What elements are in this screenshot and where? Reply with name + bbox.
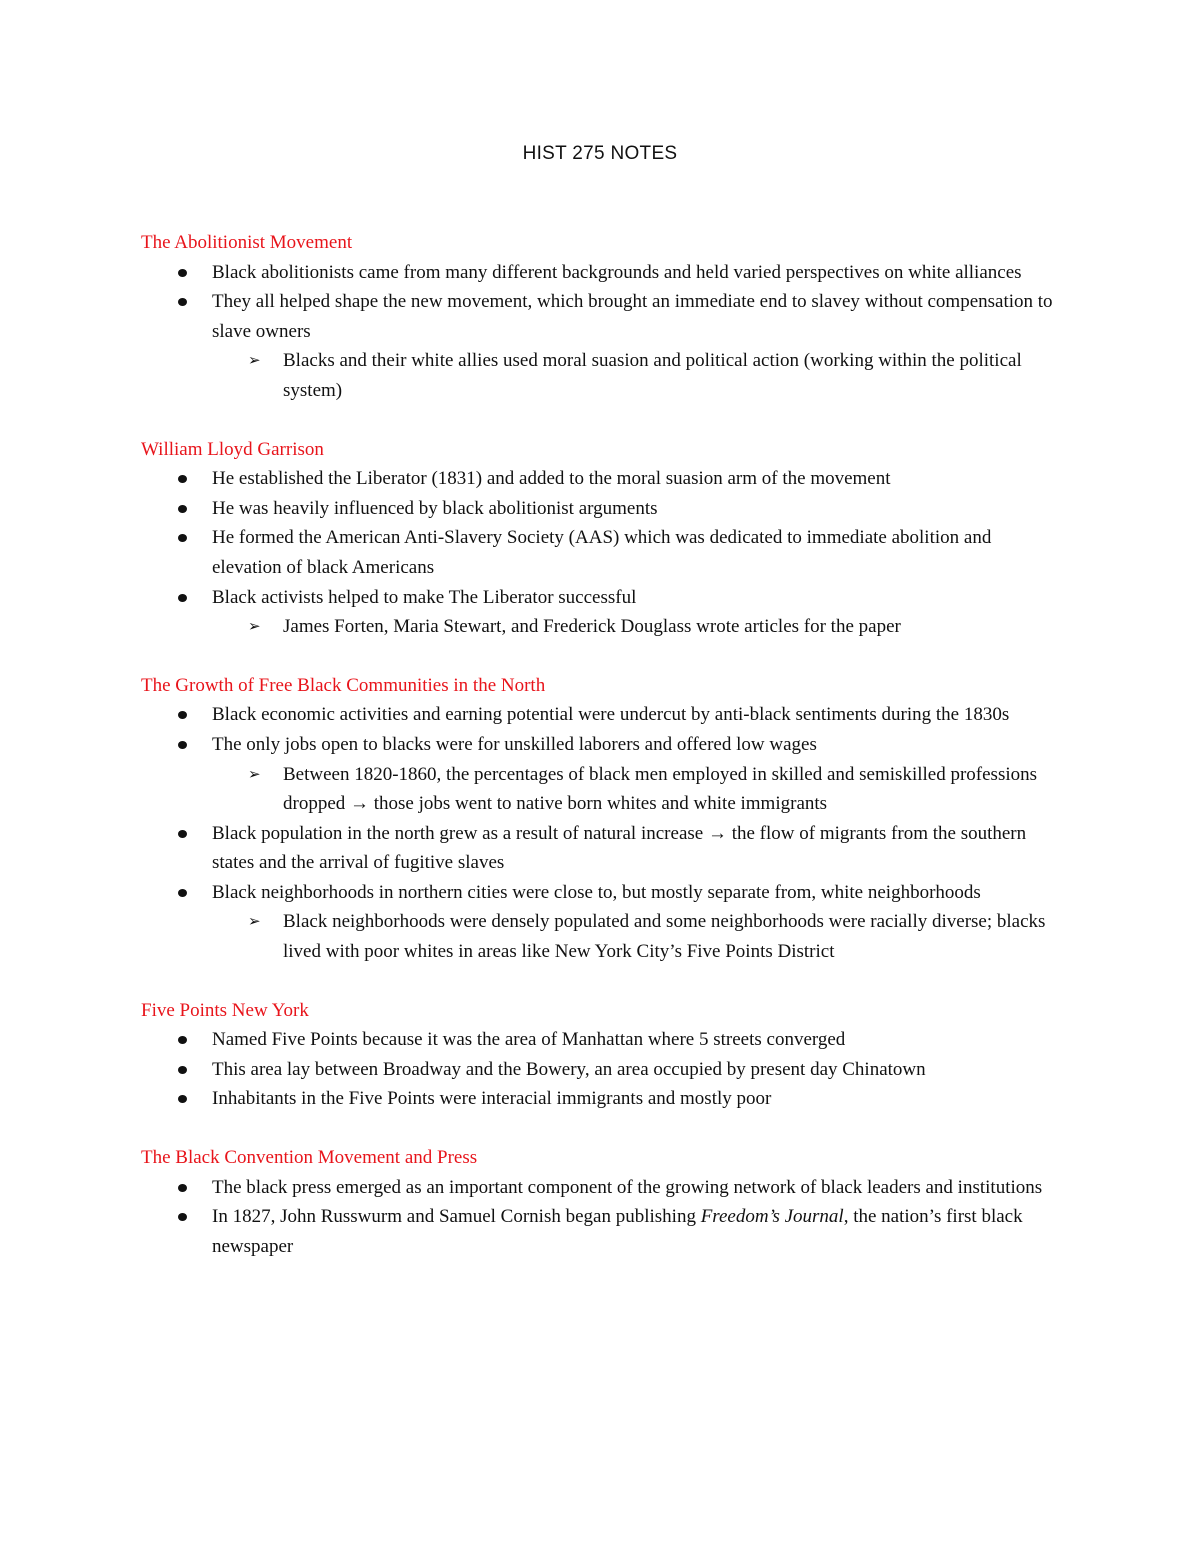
list-item	[141, 583, 1061, 642]
bullet-icon	[178, 1066, 187, 1074]
list-item	[141, 1025, 1061, 1055]
bullet-list	[141, 464, 1061, 642]
bullet-icon	[178, 475, 187, 483]
list-item-text: Black activists helped to make The Liberator successful	[212, 586, 637, 608]
list-item	[141, 730, 1061, 819]
newspaper-title: Freedom’s Journal	[700, 1206, 844, 1228]
list-item-text: The only jobs open to blacks were for unskilled laborers and offered low wages	[212, 733, 817, 755]
list-item-text: He formed the American Anti-Slavery Society (AAS) which was dedicated to immediate abolition and elevation of black Americans	[212, 527, 992, 578]
list-item-text: He was heavily influenced by black abolitionist arguments	[212, 497, 658, 519]
section-heading: The Growth of Free Black Communities in the North	[141, 674, 546, 696]
list-item-text: Inhabitants in the Five Points were interacial immigrants and mostly poor	[212, 1088, 772, 1110]
sub-list	[212, 612, 1061, 642]
bullet-icon	[178, 298, 187, 306]
arrowhead-bullet-icon: ➢	[248, 617, 261, 636]
section-black-convention-movement	[141, 1143, 1061, 1261]
sub-list-item-text: Black neighborhoods were densely populated and some neighborhoods were racially diverse; blacks lived with poor whites in areas like New York City’s Five Points District	[283, 911, 1046, 963]
list-item	[141, 494, 1061, 524]
list-item-text-before: In 1827, John Russwurm and Samuel Cornish began publishing	[212, 1206, 701, 1228]
list-item-text: Black economic activities and earning potential were undercut by anti-black sentiments during the 1830s	[212, 704, 1010, 726]
list-item	[141, 1084, 1061, 1114]
bullet-icon	[178, 1184, 187, 1192]
list-item-text: He established the Liberator (1831) and added to the moral suasion arm of the movement	[212, 468, 891, 490]
list-item-text: The black press emerged as an important component of the growing network of black leaders and institutions	[212, 1176, 1043, 1198]
notes-content	[141, 228, 1061, 1290]
section-abolitionist-movement	[141, 228, 1061, 406]
bullet-list	[141, 1025, 1061, 1114]
bullet-list	[141, 258, 1061, 406]
bullet-list	[141, 1173, 1061, 1262]
arrowhead-bullet-icon: ➢	[248, 351, 261, 370]
section-heading: Five Points New York	[141, 999, 309, 1021]
bullet-icon	[178, 1036, 187, 1044]
section-free-black-communities	[141, 671, 1061, 967]
list-item-text-after: , the nation’s first black newspaper	[212, 1206, 1023, 1257]
bullet-icon	[178, 1213, 187, 1221]
sub-list-item-text: James Forten, Maria Stewart, and Frederick Douglass wrote articles for the paper	[283, 616, 901, 638]
list-item	[141, 878, 1061, 967]
list-item-text: Black population in the north grew as a result of natural increase → the flow of migrants from the southern states and the arrival of fugitive slaves	[212, 822, 1027, 874]
list-item	[141, 287, 1061, 405]
sub-list-item	[141, 612, 1061, 642]
bullet-icon	[178, 534, 187, 542]
section-five-points-new-york	[141, 996, 1061, 1114]
sub-list-item-text: Blacks and their white allies used moral suasion and political action (working within the political system)	[283, 350, 1022, 401]
section-heading: William Lloyd Garrison	[141, 438, 324, 460]
sub-list	[212, 760, 1061, 819]
list-item	[141, 819, 1061, 878]
list-item	[141, 464, 1061, 494]
bullet-icon	[178, 711, 187, 719]
bullet-icon	[178, 594, 187, 602]
list-item	[141, 523, 1061, 582]
list-item-text: They all helped shape the new movement, which brought an immediate end to slavey without compensation to slave owners	[212, 291, 1053, 342]
sub-list	[212, 346, 1061, 405]
bullet-icon	[178, 1095, 187, 1103]
sub-list	[212, 907, 1061, 966]
list-item-text: Black abolitionists came from many different backgrounds and held varied perspectives on white alliances	[212, 261, 1022, 283]
list-item	[141, 1173, 1061, 1203]
list-item	[141, 700, 1061, 730]
list-item	[141, 258, 1061, 288]
list-item	[141, 1202, 1061, 1261]
page-title: HIST 275 NOTES	[522, 143, 678, 164]
list-item-text: Named Five Points because it was the area of Manhattan where 5 streets converged	[212, 1029, 846, 1051]
bullet-icon	[178, 741, 187, 749]
section-heading: The Abolitionist Movement	[141, 232, 353, 253]
list-item-text: Black neighborhoods in northern cities were close to, but mostly separate from, white neighborhoods	[212, 881, 981, 903]
section-heading: The Black Convention Movement and Press	[141, 1147, 478, 1169]
arrowhead-bullet-icon: ➢	[248, 764, 261, 783]
list-item-text: This area lay between Broadway and the Bowery, an area occupied by present day Chinatown	[212, 1058, 926, 1080]
section-william-lloyd-garrison	[141, 435, 1061, 642]
bullet-list	[141, 700, 1061, 966]
bullet-icon	[178, 269, 187, 277]
bullet-icon	[178, 889, 187, 897]
arrowhead-bullet-icon: ➢	[248, 912, 261, 931]
bullet-icon	[178, 830, 187, 838]
bullet-icon	[178, 505, 187, 513]
list-item	[141, 1055, 1061, 1085]
sub-list-item	[141, 346, 1061, 405]
sub-list-item-text: Between 1820-1860, the percentages of black men employed in skilled and semiskilled professions dropped → those jobs went to native born whites and white immigrants	[283, 763, 1038, 815]
sub-list-item	[141, 760, 1061, 819]
sub-list-item	[141, 907, 1061, 966]
